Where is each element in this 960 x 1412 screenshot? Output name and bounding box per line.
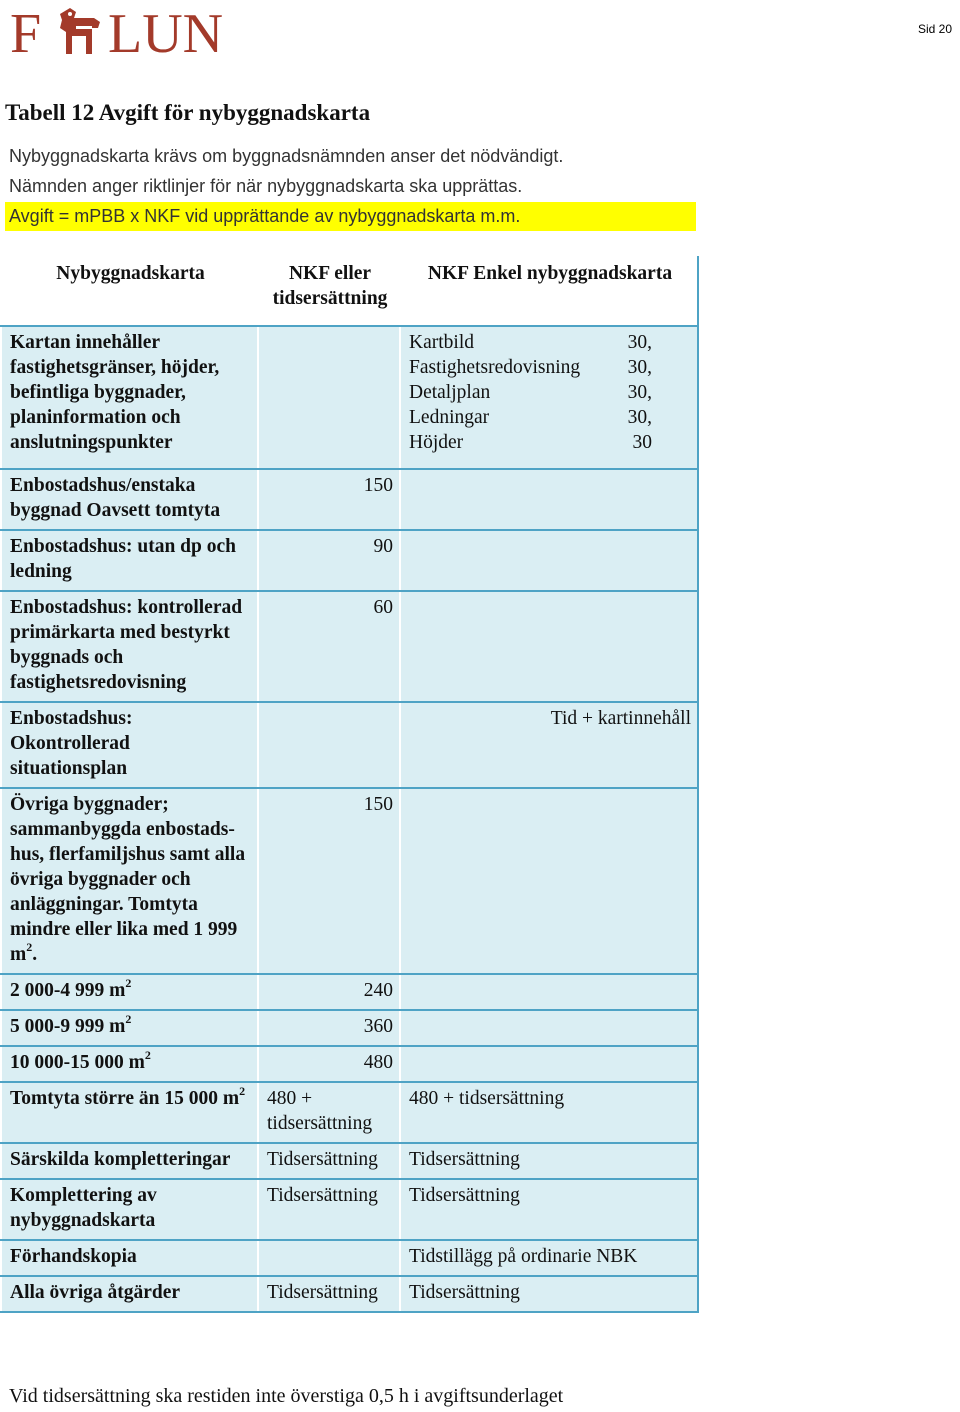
contents-item: Höjder 30 [409,432,652,453]
table-row [1,1179,698,1240]
table-row [1,469,698,530]
contents-nkf [258,326,400,469]
row-nkf: Tidsersättning [258,1143,400,1179]
fee-table [0,256,699,1313]
row-nkf: 480 + tidsersättning [258,1082,400,1143]
row-nkf: Tidsersättning [258,1276,400,1312]
table-header-row [1,257,698,326]
row-label: Enbostadshus: kontrollerad primärkarta med bestyrkt byggnads och fastighetsredovisning [1,591,258,702]
table-row [1,702,698,788]
row-enkel: 480 + tidsersättning [400,1082,698,1143]
row-enkel: Tid + kartinnehåll [400,702,698,788]
header-nybyggnadskarta: Nybyggnadskarta [1,257,258,326]
row-enkel: Tidsersättning [400,1276,698,1312]
row-nkf [258,702,400,788]
dala-horse-icon [60,8,100,54]
row-enkel [400,974,698,1010]
row-label: Särskilda kompletteringar [1,1143,258,1179]
row-label: Enbostadshus/enstaka byggnad Oavsett tomtyta [1,469,258,530]
table-row [1,1276,698,1312]
row-enkel [400,1010,698,1046]
row-nkf: 150 [258,788,400,974]
header-nkf-eller-tid: NKF eller tidsersättning [258,257,400,326]
row-label: Tomtyta större än 15 000 $m^2$ [1,1082,258,1143]
table-row [1,1143,698,1179]
contents-item: Ledningar 30, [409,407,652,428]
contents-item: Detaljplan 30, [409,382,652,403]
table-row [1,1046,698,1082]
contents-label: Kartan innehåller fastighetsgränser, höjder, befintliga byggnader, planinformation och anslutningspunkter [1,326,258,469]
table-row [1,1010,698,1046]
contents-item: Kartbild 30, [409,332,652,353]
table-row [1,1240,698,1276]
row-label: 5 000-9 999 $m^2$ [1,1010,258,1046]
row-enkel: Tidsersättning [400,1179,698,1240]
table-row [1,530,698,591]
page-number: Sid 20 [917,22,952,36]
row-nkf: 360 [258,1010,400,1046]
table-title: Tabell 12 Avgift för nybyggnadskarta [5,100,371,125]
table-row [1,788,698,974]
row-nkf: 90 [258,530,400,591]
table-row [1,591,698,702]
intro-line-2: Nämnden anger riktlinjer för när nybyggnadskarta ska upprättas. [9,176,523,196]
table-row [1,1082,698,1143]
row-nkf: Tidsersättning [258,1179,400,1240]
contents-item: Fastighetsredovisning 30, [409,357,652,378]
row-enkel [400,469,698,530]
row-label: Enbostadshus: Okontrollerad situationsplan [1,702,258,788]
footer-note: Vid tidsersättning ska restiden inte överstiga 0,5 h i avgiftsunderlaget [9,1385,564,1407]
row-label: Enbostadshus: utan dp och ledning [1,530,258,591]
row-label: Komplettering av nybyggnadskarta [1,1179,258,1240]
row-label: Övriga byggnader; sammanbyggda enbostads-hus, flerfamiljshus samt alla övriga byggnader och anläggningar. Tomtyta mindre eller lika med 1 999 $m^2$. [1,788,258,974]
logo-letters-lun: LUN [108,4,224,56]
table-row [1,326,698,469]
row-nkf: 60 [258,591,400,702]
contents-list [400,326,698,469]
table-row [1,974,698,1010]
row-enkel: Tidsersättning [400,1143,698,1179]
row-nkf: 480 [258,1046,400,1082]
row-enkel: Tidstillägg på ordinarie NBK [400,1240,698,1276]
falun-logo [10,4,260,56]
row-nkf: 240 [258,974,400,1010]
intro-line-3-highlighted: Avgift = mPBB x NKF vid upprättande av nybyggnadskarta m.m. [5,202,696,231]
row-label: Alla övriga åtgärder [1,1276,258,1312]
row-enkel [400,591,698,702]
header-nkf-enkel: NKF Enkel nybyggnadskarta [400,257,698,326]
row-nkf: 150 [258,469,400,530]
logo-letter-f: F [10,4,42,56]
row-nkf [258,1240,400,1276]
intro-line-1: Nybyggnadskarta krävs om byggnadsnämnden anser det nödvändigt. [9,146,564,166]
row-label: 2 000-4 999 $m^2$ [1,974,258,1010]
row-label: Förhandskopia [1,1240,258,1276]
row-label: 10 000-15 000 $m^2$ [1,1046,258,1082]
row-enkel [400,530,698,591]
row-enkel [400,788,698,974]
row-enkel [400,1046,698,1082]
